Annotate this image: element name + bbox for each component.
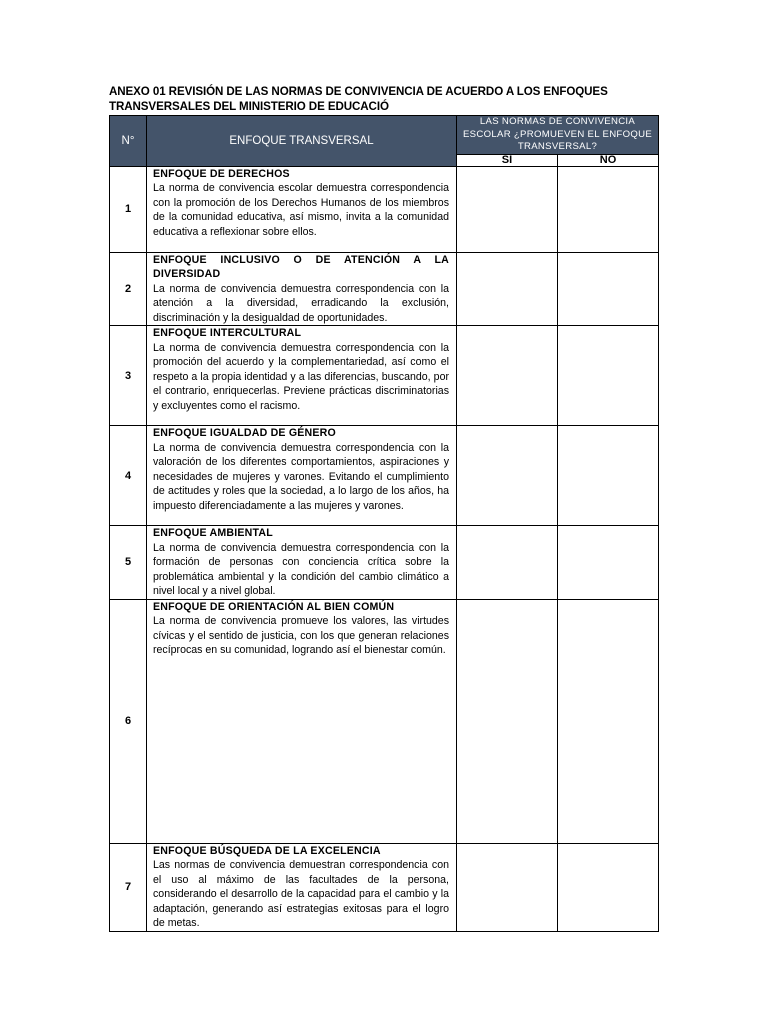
enfoque-description: La norma de convivencia demuestra correspondencia con la valoración de los diferentes comportamientos, aspiraciones y necesidades de mujeres y varones. Evitando el cumplimiento de actitudes y roles que la sociedad, a lo largo de los años, ha impuesto diferenciadamente a las mujeres y varones.: [153, 441, 449, 512]
enfoque-cell: [147, 599, 457, 843]
header-enfoque: ENFOQUE TRANSVERSAL: [147, 116, 457, 167]
header-si: SI: [457, 154, 558, 166]
enfoque-cell: [147, 843, 457, 931]
si-checkbox-cell[interactable]: [457, 166, 558, 252]
no-checkbox-cell[interactable]: [558, 599, 659, 843]
header-num: N°: [110, 116, 147, 167]
table-row: [110, 843, 659, 931]
no-checkbox-cell[interactable]: [558, 426, 659, 526]
enfoque-heading: ENFOQUE DE DERECHOS: [153, 167, 290, 180]
table-row: [110, 326, 659, 426]
si-checkbox-cell[interactable]: [457, 599, 558, 843]
si-checkbox-cell[interactable]: [457, 843, 558, 931]
enfoque-heading: ENFOQUE BÚSQUEDA DE LA EXCELENCIA: [153, 844, 381, 857]
row-number: 6: [110, 599, 147, 843]
enfoque-cell: [147, 252, 457, 326]
row-number: 5: [110, 526, 147, 600]
enfoque-heading: ENFOQUE INTERCULTURAL: [153, 327, 302, 339]
enfoque-description: Las normas de convivencia demuestran correspondencia con el uso al máximo de las facultades de la persona, considerando el desarrollo de la capacidad para el cambio y la adaptación, generando así estrategias exitosas para el logro de metas.: [153, 859, 449, 929]
enfoque-cell: [147, 426, 457, 526]
enfoque-heading: ENFOQUE AMBIENTAL: [153, 527, 273, 539]
si-checkbox-cell[interactable]: [457, 426, 558, 526]
si-checkbox-cell[interactable]: [457, 526, 558, 600]
header-no: NO: [558, 154, 659, 166]
enfoque-description: La norma de convivencia promueve los valores, las virtudes cívicas y el sentido de justicia, con los que generan relaciones recíprocas en su comunidad, logrando así el bienestar común.: [153, 615, 449, 656]
row-number: 3: [110, 326, 147, 426]
no-checkbox-cell[interactable]: [558, 252, 659, 326]
enfoque-description: La norma de convivencia demuestra correspondencia con la formación de personas con conciencia crítica sobre la problemática ambiental y la condición del cambio climático a nivel local y a nivel global.: [153, 541, 449, 597]
header-question: LAS NORMAS DE CONVIVENCIA ESCOLAR ¿PROMUEVEN EL ENFOQUE TRANSVERSAL?: [457, 116, 659, 155]
table-row: [110, 526, 659, 600]
row-number: 1: [110, 166, 147, 252]
enfoque-description: La norma de convivencia escolar demuestra correspondencia con la promoción de los Derechos Humanos de los miembros de la comunidad educativa, así mismo, invita a la comunidad educativa a reflexionar sobre ellos.: [153, 182, 449, 238]
table-row: [110, 166, 659, 252]
row-number: 7: [110, 843, 147, 931]
no-checkbox-cell[interactable]: [558, 843, 659, 931]
enfoque-description: La norma de convivencia demuestra correspondencia con la atención a la diversidad, erradicando la exclusión, discriminación y la desigualdad de oportunidades.: [153, 282, 449, 324]
table-row: [110, 252, 659, 326]
row-number: 4: [110, 426, 147, 526]
enfoque-cell: [147, 526, 457, 600]
no-checkbox-cell[interactable]: [558, 166, 659, 252]
si-checkbox-cell[interactable]: [457, 252, 558, 326]
enfoque-heading: ENFOQUE INCLUSIVO O DE ATENCIÓN A LA DIVERSIDAD: [153, 253, 449, 280]
enfoque-description: La norma de convivencia demuestra correspondencia con la promoción del acuerdo y la complementariedad, así como el respeto a la propia identidad y a las diferencias, buscando, por el contrario, enriquecerlas. Previene prácticas discriminatorias y excluyentes como el racismo.: [153, 341, 449, 412]
row-number: 2: [110, 252, 147, 326]
table-row: [110, 426, 659, 526]
document-title: ANEXO 01 REVISIÓN DE LAS NORMAS DE CONVIVENCIA DE ACUERDO A LOS ENFOQUES TRANSVERSALES DEL MINISTERIO DE EDUCACIÓ: [109, 85, 608, 113]
no-checkbox-cell[interactable]: [558, 326, 659, 426]
table-header-row: [110, 116, 659, 155]
enfoques-table: [109, 115, 659, 932]
no-checkbox-cell[interactable]: [558, 526, 659, 600]
enfoque-heading: ENFOQUE IGUALDAD DE GÉNERO: [153, 427, 336, 439]
enfoque-cell: [147, 166, 457, 252]
enfoque-cell: [147, 326, 457, 426]
table-row: [110, 599, 659, 843]
enfoque-heading: ENFOQUE DE ORIENTACIÓN AL BIEN COMÚN: [153, 600, 395, 613]
si-checkbox-cell[interactable]: [457, 326, 558, 426]
